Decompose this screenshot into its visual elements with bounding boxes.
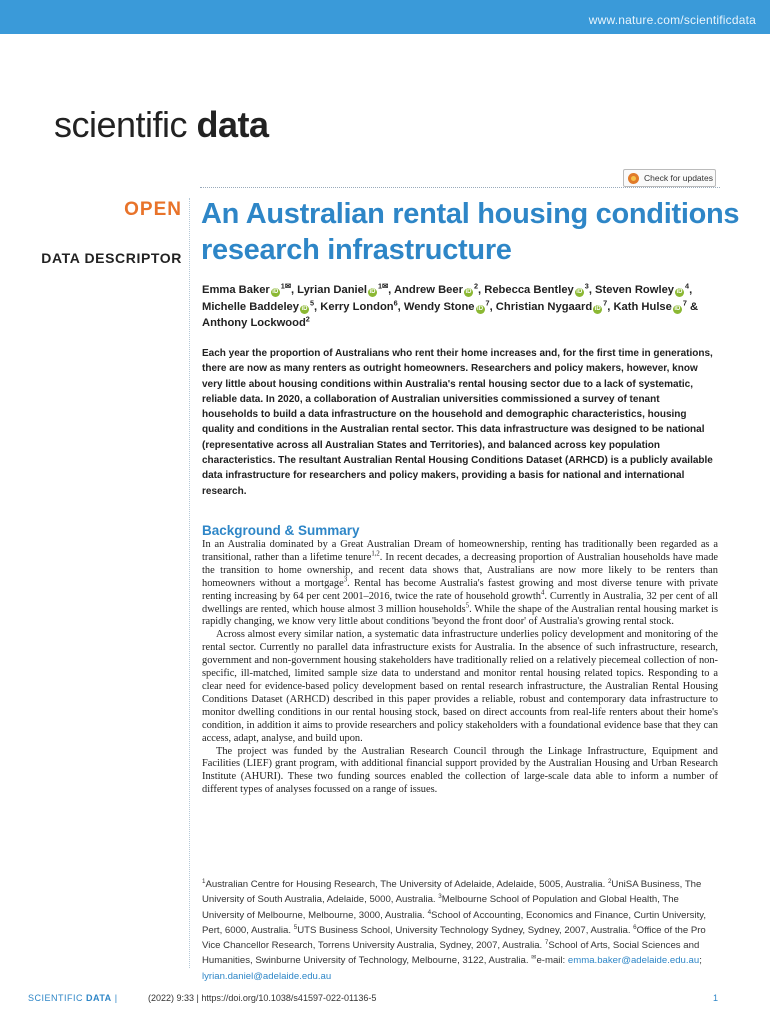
author-name: Andrew Beer $iD^2$	[393, 281, 479, 296]
affiliations: $^1$Australian Centre for Housing Research, The University of Adelaide, Adelaide, 5005, Australia. $^2$UniSA Business, The University of South Australia, Adelaide, 5000, Australia. $^3$Melbourne School of Population and Global Health, The University of Melbourne, Melbourne, 3000, Australia. $^4$School of Accounting, Economics and Finance, Curtin University, Pert, 6000, Australia. $^5$UTS Business School, University Technology Sydney, Sydney, 2007, Australia. $^6$Office of the Pro Vice Chancellor Research, Torrens University Australia, Sydney, 2007, Australia. $^7$School of Arts, Social Sciences and Humanities, Swinburne University of Technology, Melbourne, 3122, Australia. ✉e-mail: emma.baker@adelaide.edu.au; lyrian.daniel@adelaide.edu.au	[202, 877, 707, 982]
author-name: Emma Baker $iD^{1✉}$	[202, 281, 291, 296]
affiliation-mark: 4	[427, 908, 432, 916]
orcid-icon[interactable]: iD	[594, 305, 601, 312]
author-affiliation-mark: 2	[473, 281, 479, 291]
author-name: Steven Rowley $iD^4$	[595, 281, 690, 296]
author-list: Emma Baker $iD^{1✉}$, Lyrian Daniel $iD^{1✉}$, Andrew Beer $iD^2$, Rebecca Bentley $iD^3$, Steven Rowley $iD^4$, Michelle Baddeley $iD^5$, Kerry London$^6$, Wendy Stone $iD^7$, Christian Nygaard $iD^7$, Kath Hulse $iD^7$ & Anthony Lockwood$^2$	[202, 281, 699, 329]
section-heading: Background & Summary	[202, 523, 360, 538]
affiliation-mark: 5	[293, 923, 298, 931]
body-text	[202, 539, 718, 797]
author-affiliation-mark: 3	[584, 281, 589, 291]
author-name: Kath Hulse $iD^7$	[613, 297, 687, 313]
email-link[interactable]: lyrian.daniel@adelaide.edu.au	[202, 970, 332, 982]
orcid-icon[interactable]: iD	[465, 289, 472, 295]
footer-journal-bold: DATA	[86, 993, 112, 1003]
author-affiliation-mark: 1✉	[378, 281, 389, 291]
orcid-icon[interactable]: iD	[477, 305, 484, 312]
top-banner	[0, 0, 770, 34]
author-affiliation-mark: 2	[305, 314, 310, 324]
footer-journal	[28, 993, 118, 1003]
author-name: Rebecca Bentley $iD^3$	[484, 281, 589, 296]
affiliation-mark: 6	[633, 923, 637, 931]
affiliation-mark: 3	[438, 893, 442, 901]
orcid-icon[interactable]: iD	[674, 305, 681, 312]
affiliation-mark: 2	[607, 877, 612, 885]
email-link[interactable]: emma.baker@adelaide.edu.au	[567, 955, 700, 967]
article-type-label: DATA DESCRIPTOR	[41, 250, 182, 266]
affiliation-mark: 7	[544, 939, 549, 946]
citation-ref[interactable]: 1,2	[371, 550, 380, 558]
check-updates-label: Check for updates	[644, 173, 713, 183]
body-paragraph: The project was funded by the Australian Research Council through the Linkage Infrastructure, Equipment and Facilities (LIEF) grant program, with additional financial support provided by the Australian Housing and Urban Research Institute (AHURI). These two funding sources enabled the collection of large-scale data able to inform a number of different types of analyses focussed on a range of issues.	[202, 745, 718, 796]
citation-ref[interactable]: 4	[540, 589, 545, 597]
author-affiliation-mark: 7	[603, 297, 608, 307]
author-affiliation-mark: 5	[310, 297, 315, 307]
logo-light: scientific	[54, 104, 197, 145]
abstract: Each year the proportion of Australians who rent their home increases and, for the first time in generations, there are now as many renters as outright homeowners. Researchers and policy makers, however, know very little about housing conditions within Australia's rental housing sector due to a lack of systematic, reliable data. In 2020, a collaboration of Australian universities commissioned a survey of tenant households to build a data infrastructure on the household and demographic characteristics, housing quality and conditions in the Australian rental sector. This data infrastructure was designed to be national (representative across all Australian States and Territories), and balanced across key population characteristics. The resultant Australian Rental Housing Conditions Dataset (ARHCD) is a publicly available data infrastructure for researchers and policy makers, providing a basis for national and international research.	[202, 348, 713, 497]
body-paragraph: Across almost every similar nation, a systematic data infrastructure underlies policy development and monitoring of the rental sector. Currently no parallel data infrastructure exists for Australia. In the absence of such infrastructure, research, government and non-government housing stakeholders have traditionally relied on a relatively piecemeal collection of non-specific, ill-matched, limited sample size data to understand and monitor rental housing related topics. Responding to a clear need for evidence-based policy development based on rental research infrastructure, the Australian Rental Housing Conditions Dataset (ARHCD) described in this paper provides a reliable, robust and contemporary data infrastructure to monitor dwelling conditions in our rental housing stock, based on direct accounts from real-life renters about their home's condition, in addition it aims to provide researchers and policy stakeholders with a foundational evidence base that they can access, adapt, analyse, and build upon.	[202, 629, 718, 744]
title-divider	[200, 187, 720, 188]
open-access-label: OPEN	[124, 199, 182, 220]
orcid-icon[interactable]: iD	[676, 289, 683, 295]
journal-url-link[interactable]: www.nature.com/scientificdata	[588, 13, 756, 27]
column-divider	[189, 198, 190, 968]
citation-ref[interactable]: 3	[343, 576, 348, 584]
logo-bold: data	[196, 104, 269, 145]
author-name: Wendy Stone $iD^7$	[403, 297, 490, 313]
author-name: Kerry London$^6$	[320, 297, 398, 313]
author-affiliation-mark: 7	[682, 297, 687, 307]
orcid-icon[interactable]: iD	[369, 289, 376, 295]
author-name: Lyrian Daniel $iD^{1✉}$	[297, 281, 389, 296]
author-name: Michelle Baddeley $iD^5$	[202, 297, 315, 313]
crossmark-icon	[628, 173, 639, 184]
author-name: Anthony Lockwood$^2$	[202, 314, 310, 329]
citation-ref[interactable]: 5	[465, 602, 470, 610]
author-name: Christian Nygaard $iD^7$	[495, 297, 608, 313]
footer-citation[interactable]: (2022) 9:33 | https://doi.org/10.1038/s41597-022-01136-5	[148, 993, 377, 1003]
author-affiliation-mark: 7	[485, 297, 490, 307]
page-number: 1	[712, 993, 718, 1003]
author-affiliation-mark: 1✉	[280, 281, 291, 291]
author-affiliation-mark: 6	[393, 297, 398, 307]
affiliation-mark: ✉	[531, 954, 537, 962]
journal-logo	[54, 104, 269, 146]
page-footer	[28, 993, 718, 1003]
footer-separator: |	[111, 993, 118, 1003]
check-for-updates-button[interactable]	[623, 169, 716, 187]
orcid-icon[interactable]: iD	[301, 305, 308, 312]
article-title: An Australian rental housing conditions research infrastructure	[201, 198, 740, 266]
body-paragraph: In an Australia dominated by a Great Australian Dream of homeownership, renting has traditionally been regarded as a transitional, rather than a lifetime tenure$^{1,2}$. In recent decades, a decreasing proportion of Australian households have made the transition to home ownership, and recent data shows that, Australians are now more likely to be renters than homeowners without a mortgage$^3$. Rental has become Australia's fastest growing and most diverse tenure with private renting increasing by 64 per cent 2001–2016, twice the rate of household growth$^4$. Currently in Australia, 32 per cent of all dwellings are rented, which house almost 3 million households$^5$. While the shape of the Australian rental housing market is rapidly changing, we know very little about conditions 'beyond the front door' of Australia's growing rental stock.	[202, 539, 718, 628]
orcid-icon[interactable]: iD	[576, 289, 583, 295]
footer-journal-light: SCIENTIFIC	[28, 993, 87, 1003]
affiliation-mark: 1	[202, 877, 206, 885]
author-affiliation-mark: 4	[685, 281, 690, 291]
orcid-icon[interactable]: iD	[272, 289, 279, 295]
